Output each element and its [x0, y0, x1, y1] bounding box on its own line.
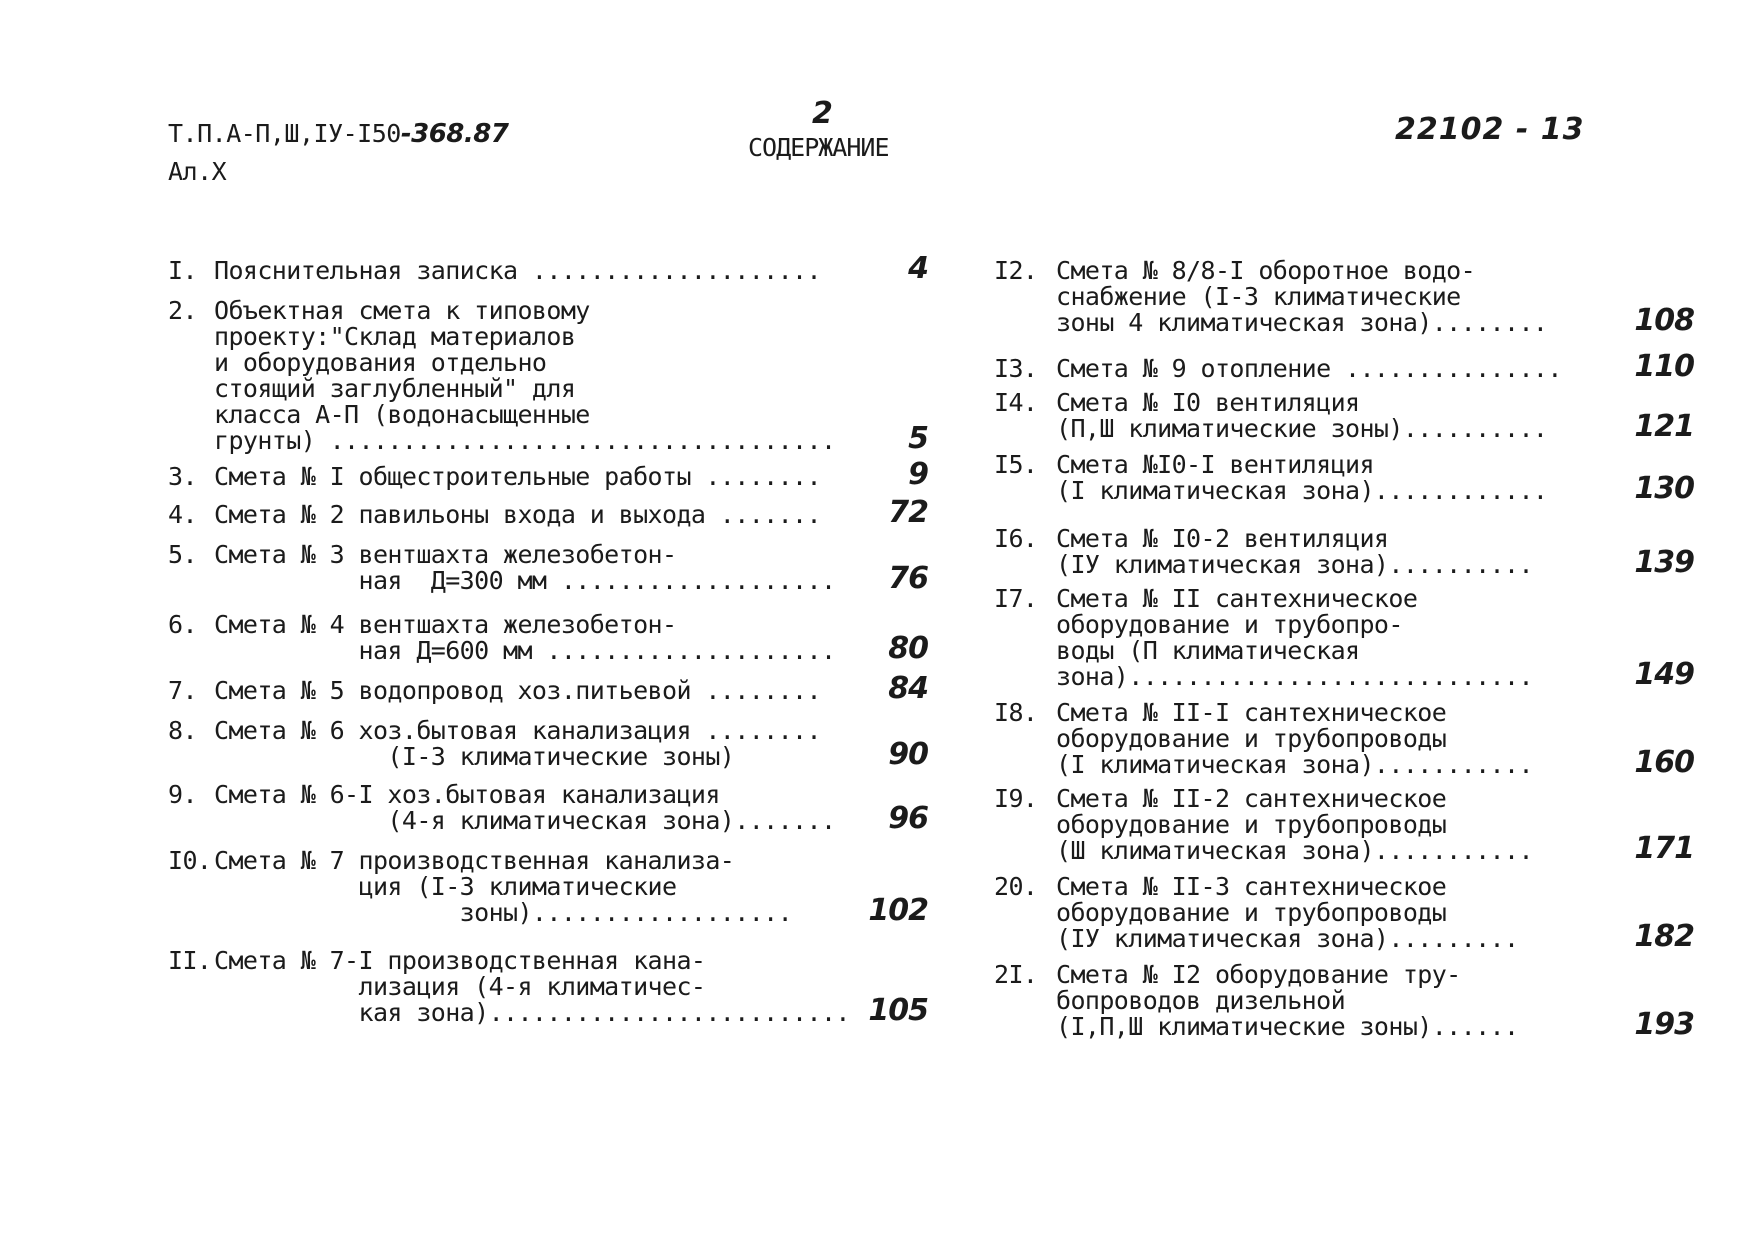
toc-entry-page: 4: [908, 251, 928, 286]
toc-entry-page: 193: [1634, 1007, 1694, 1042]
toc-entry-number: I3.: [994, 354, 1038, 383]
toc-entry-number: 3.: [168, 462, 197, 491]
toc-entry-text: зоны 4 климатическая зона)........: [1056, 308, 1548, 337]
toc-entry-page: 105: [868, 993, 928, 1028]
toc-entry-text: Смета № 7 производственная канализа-: [214, 846, 735, 875]
toc-entry: [168, 495, 928, 530]
toc-entry-text: Смета № 6 хоз.бытовая канализация ........: [214, 716, 821, 745]
toc-entry: [168, 848, 928, 926]
toc-entry-text: (I,П,Ш климатические зоны)......: [1056, 1012, 1519, 1041]
toc-entry-number: 4.: [168, 500, 197, 529]
toc-entry: [994, 258, 1694, 336]
document-code-printed: Т.П.А-П,Ш,IУ-I50: [168, 119, 401, 148]
toc-entry: [168, 542, 928, 594]
toc-entry-number: 20.: [994, 872, 1038, 901]
toc-entry: [994, 526, 1694, 578]
toc-entry: [994, 874, 1694, 952]
toc-entry-page: 90: [888, 737, 928, 772]
toc-entry-text: бопроводов дизельной: [1056, 986, 1346, 1015]
toc-entry: [168, 612, 928, 664]
toc-entry: [994, 962, 1694, 1040]
toc-entry-text: стоящий заглубленный" для: [214, 374, 576, 403]
toc-entry-text: Смета № I0-2 вентиляция: [1056, 524, 1389, 553]
toc-entry-number: I4.: [994, 388, 1038, 417]
toc-entry-page: 96: [888, 801, 928, 836]
toc-entry-text: кая зона).........................: [214, 998, 850, 1027]
toc-entry-page: 130: [1634, 471, 1694, 506]
toc-entry: [168, 782, 928, 834]
toc-entry-text: класса А-П (водонасыщенные: [214, 400, 590, 429]
toc-entry-text: (4-я климатическая зона).......: [214, 806, 836, 835]
toc-entry-number: I5.: [994, 450, 1038, 479]
toc-entry-number: I6.: [994, 524, 1038, 553]
toc-entry-page: 110: [1634, 349, 1694, 384]
toc-entry-page: 182: [1634, 919, 1694, 954]
toc-entry-page: 102: [868, 893, 928, 928]
toc-entry-text: Смета № II-I сантехническое: [1056, 698, 1447, 727]
toc-entry-text: (I-3 климатические зоны): [214, 742, 735, 771]
toc-entry-text: снабжение (I-3 климатические: [1056, 282, 1461, 311]
toc-entry: [168, 457, 928, 492]
toc-entry-page: 9: [908, 457, 928, 492]
toc-entry-number: I0.: [168, 846, 212, 875]
toc-entry-page: 5: [908, 421, 928, 456]
toc-entry-text: Смета № I общестроительные работы ........: [214, 462, 821, 491]
toc-entry-number: I7.: [994, 584, 1038, 613]
toc-entry-text: зоны)..................: [214, 898, 793, 927]
toc-entry-text: (Ш климатическая зона)...........: [1056, 836, 1533, 865]
toc-entry-text: Смета № 5 водопровод хоз.питьевой ........: [214, 676, 821, 705]
toc-right-column: [994, 258, 1694, 1050]
toc-entry-page: 80: [888, 631, 928, 666]
toc-entry-text: Смета № II сантехническое: [1056, 584, 1418, 613]
toc-entry-text: оборудование и трубопро-: [1056, 610, 1403, 639]
toc-entry-text: (IУ климатическая зона).........: [1056, 924, 1519, 953]
toc-entry-text: Смета № 6-I хоз.бытовая канализация: [214, 780, 720, 809]
toc-entry-text: грунты) ...................................: [214, 426, 836, 455]
toc-entry-number: 8.: [168, 716, 197, 745]
toc-entry-text: оборудование и трубопроводы: [1056, 724, 1447, 753]
toc-entry: [994, 586, 1694, 690]
toc-entry: [994, 349, 1694, 384]
toc-entry-text: зона)............................: [1056, 662, 1533, 691]
toc-entry: [994, 786, 1694, 864]
toc-entry-text: Смета № 2 павильоны входа и выхода .......: [214, 500, 821, 529]
toc-entry-text: Смета № 7-I производственная кана-: [214, 946, 706, 975]
toc-entry-page: 84: [888, 671, 928, 706]
toc-entry-text: лизация (4-я климатичес-: [214, 972, 706, 1001]
toc-entry-number: I9.: [994, 784, 1038, 813]
toc-entry-page: 76: [888, 561, 928, 596]
toc-entry: [168, 298, 928, 454]
toc-entry-text: Смета № I2 оборудование тру-: [1056, 960, 1461, 989]
toc-entry-number: 5.: [168, 540, 197, 569]
toc-entry-number: 6.: [168, 610, 197, 639]
toc-entry-number: I8.: [994, 698, 1038, 727]
toc-entry-text: ная Д=600 мм ....................: [214, 636, 836, 665]
toc-entry: [168, 948, 928, 1026]
toc-entry-text: (I климатическая зона)...........: [1056, 750, 1533, 779]
toc-entry-text: Смета № II-3 сантехническое: [1056, 872, 1447, 901]
toc-entry-text: Объектная смета к типовому: [214, 296, 590, 325]
toc-entry-page: 160: [1634, 745, 1694, 780]
page-number: 2: [812, 96, 833, 131]
toc-entry-text: Смета № I0 вентиляция: [1056, 388, 1360, 417]
toc-entry-page: 72: [888, 495, 928, 530]
toc-entry-text: (I климатическая зона)............: [1056, 476, 1548, 505]
toc-entry-number: 2.: [168, 296, 197, 325]
toc-entry-text: Смета № 9 отопление ...............: [1056, 354, 1562, 383]
toc-entry: [994, 452, 1694, 504]
toc-entry-text: Смета № 4 вентшахта железобетон-: [214, 610, 677, 639]
toc-entry-text: оборудование и трубопроводы: [1056, 810, 1447, 839]
toc-entry-number: I.: [168, 256, 197, 285]
toc-entry-number: 7.: [168, 676, 197, 705]
toc-entry-text: оборудование и трубопроводы: [1056, 898, 1447, 927]
toc-entry: [994, 390, 1694, 442]
toc-entry-number: 2I.: [994, 960, 1038, 989]
toc-entry: [994, 700, 1694, 778]
toc-entry-text: проекту:"Склад материалов: [214, 322, 576, 351]
toc-entry-page: 108: [1634, 303, 1694, 338]
toc-entry-text: (IУ климатическая зона)..........: [1056, 550, 1533, 579]
toc-entry-text: (П,Ш климатические зоны)..........: [1056, 414, 1548, 443]
toc-entry-text: Смета № 3 вентшахта железобетон-: [214, 540, 677, 569]
document-number: 22102 - 13: [1395, 112, 1585, 147]
toc-entry-text: Смета № II-2 сантехническое: [1056, 784, 1447, 813]
toc-entry-page: 171: [1634, 831, 1694, 866]
album-label: Ал.Х: [168, 157, 227, 186]
toc-entry-page: 139: [1634, 545, 1694, 580]
toc-entry-page: 149: [1634, 657, 1694, 692]
toc-entry-number: II.: [168, 946, 212, 975]
toc-entry-text: и оборудования отдельно: [214, 348, 547, 377]
toc-left-column: [168, 251, 928, 1036]
toc-entry-text: Смета № 8/8-I оборотное водо-: [1056, 256, 1476, 285]
toc-entry-text: ная Д=300 мм ...................: [214, 566, 836, 595]
toc-entry: [168, 718, 928, 770]
toc-entry-number: I2.: [994, 256, 1038, 285]
toc-entry-text: воды (П климатическая: [1056, 636, 1360, 665]
page-title: СОДЕРЖАНИЕ: [748, 133, 889, 162]
toc-entry: [168, 251, 928, 286]
document-code-handwritten: -368.87: [400, 119, 509, 149]
toc-entry-text: Смета №I0-I вентиляция: [1056, 450, 1374, 479]
document-code: [168, 118, 508, 150]
toc-entry-text: ция (I-3 климатические: [214, 872, 677, 901]
toc-entry: [168, 671, 928, 706]
toc-entry-text: Пояснительная записка ....................: [214, 256, 821, 285]
toc-entry-page: 121: [1634, 409, 1694, 444]
toc-entry-number: 9.: [168, 780, 197, 809]
